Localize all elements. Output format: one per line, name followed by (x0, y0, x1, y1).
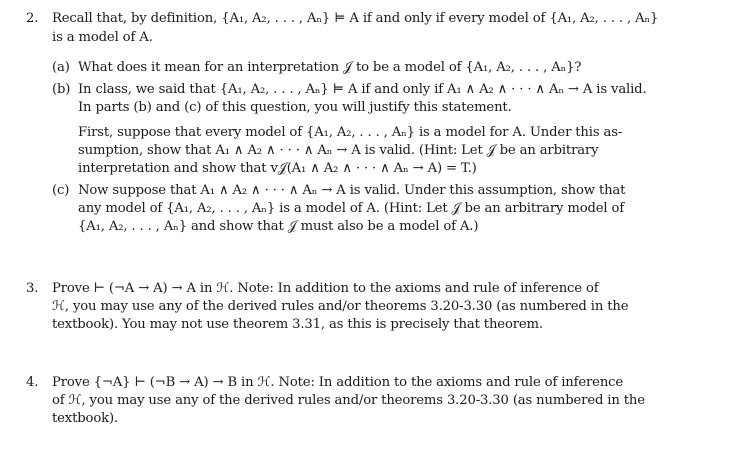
part-c-line-1: Now suppose that A₁ ∧ A₂ ∧ · · · ∧ Aₙ → A is valid. Under this assumption, show that (78, 183, 626, 198)
problem-4-line-2: of ℋ, you may use any of the derived rules and/or theorems 3.20-3.30 (as numbered in the (52, 393, 645, 408)
problem-4-line-1: Prove {¬A} ⊢ (¬B → A) → B in ℋ. Note: In addition to the axioms and rule of inference (52, 375, 624, 390)
problem-2-line-2: is a model of A. (52, 30, 153, 45)
part-b-line-5: interpretation and show that v𝒥(A₁ ∧ A₂ ∧ · · · ∧ Aₙ → A) = T.) (78, 161, 477, 176)
problem-2-number: 2. (26, 11, 39, 26)
part-b-line-3: First, suppose that every model of {A₁, A₂, . . . , Aₙ} is a model for A. Under this as- (78, 125, 623, 140)
problem-2-line-1: Recall that, by definition, {A₁, A₂, . . . , Aₙ} ⊨ A if and only if every model of {A₁, A₂, . . . , Aₙ} (52, 11, 659, 26)
problem-3-line-3: textbook). You may not use theorem 3.31, as this is precisely that theorem. (52, 317, 543, 332)
part-c-line-2: any model of {A₁, A₂, . . . , Aₙ} is a model of A. (Hint: Let 𝒥 be an arbitrary model of (78, 201, 625, 216)
part-c-label: (c) (52, 183, 70, 198)
problem-3-line-1: Prove ⊢ (¬A → A) → A in ℋ. Note: In addition to the axioms and rule of inference of (52, 281, 599, 296)
part-b-line-4: sumption, show that A₁ ∧ A₂ ∧ · · · ∧ Aₙ → A is valid. (Hint: Let 𝒥 be an arbitrary (78, 143, 599, 158)
part-a-line-1: What does it mean for an interpretation 𝒥 to be a model of {A₁, A₂, . . . , Aₙ}? (78, 60, 582, 75)
problem-3-line-2: ℋ, you may use any of the derived rules and/or theorems 3.20-3.30 (as numbered in the (52, 299, 629, 314)
part-b-line-2: In parts (b) and (c) of this question, you will justify this statement. (78, 100, 512, 115)
problem-4-number: 4. (26, 375, 39, 390)
part-b-line-1: In class, we said that {A₁, A₂, . . . , Aₙ} ⊨ A if and only if A₁ ∧ A₂ ∧ · · · ∧ Aₙ → A is valid. (78, 82, 647, 97)
part-a-label: (a) (52, 60, 70, 75)
problem-4-line-3: textbook). (52, 411, 118, 426)
part-b-label: (b) (52, 82, 71, 97)
part-c-line-3: {A₁, A₂, . . . , Aₙ} and show that 𝒥 must also be a model of A.) (78, 219, 479, 234)
problem-3-number: 3. (26, 281, 39, 296)
